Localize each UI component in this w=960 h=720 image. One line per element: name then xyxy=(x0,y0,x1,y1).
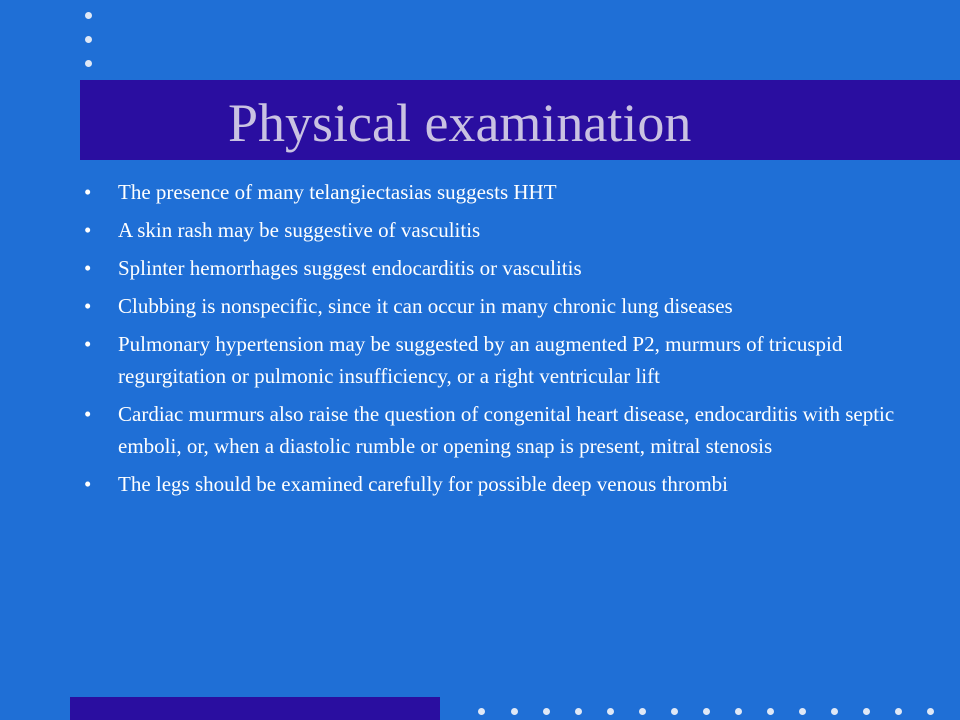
bullet-marker: • xyxy=(84,180,92,204)
decor-dot xyxy=(799,708,806,715)
bullet-item xyxy=(76,468,896,500)
decor-dot xyxy=(511,708,518,715)
bullet-marker: • xyxy=(84,218,92,242)
decor-dot xyxy=(735,708,742,715)
bottom-band xyxy=(70,697,440,720)
bullet-marker: • xyxy=(84,402,92,426)
decor-dot xyxy=(607,708,614,715)
decor-dot xyxy=(85,36,92,43)
decor-dot xyxy=(927,708,934,715)
decor-dot xyxy=(895,708,902,715)
bullet-marker: • xyxy=(84,294,92,318)
bullet-text: Pulmonary hypertension may be suggested by an augmented P2, murmurs of tricuspid regurgitation or pulmonic insufficiency, or a right ventricular lift xyxy=(118,332,843,388)
decor-dot xyxy=(85,12,92,19)
bullet-text: Cardiac murmurs also raise the question of congenital heart disease, endocarditis with septic emboli, or, when a diastolic rumble or opening snap is present, mitral stenosis xyxy=(118,402,895,458)
decor-dot xyxy=(703,708,710,715)
decor-dot xyxy=(671,708,678,715)
decor-dot xyxy=(767,708,774,715)
bullet-item xyxy=(76,328,896,392)
decor-dot xyxy=(575,708,582,715)
bullet-text: Clubbing is nonspecific, since it can occur in many chronic lung diseases xyxy=(118,294,733,318)
bullet-item xyxy=(76,214,896,246)
bullet-marker: • xyxy=(84,472,92,496)
bullet-text: The presence of many telangiectasias suggests HHT xyxy=(118,180,557,204)
decor-dot xyxy=(85,60,92,67)
decor-dot xyxy=(543,708,550,715)
bullet-list xyxy=(76,176,896,506)
decor-dot xyxy=(478,708,485,715)
decor-dot xyxy=(863,708,870,715)
decor-dot xyxy=(639,708,646,715)
bullet-item xyxy=(76,252,896,284)
bullet-text: The legs should be examined carefully for possible deep venous thrombi xyxy=(118,472,729,496)
decor-dot xyxy=(831,708,838,715)
bullet-item xyxy=(76,290,896,322)
bullet-marker: • xyxy=(84,332,92,356)
bullet-marker: • xyxy=(84,256,92,280)
bullet-text: Splinter hemorrhages suggest endocarditis or vasculitis xyxy=(118,256,582,280)
bullet-item xyxy=(76,398,896,462)
bullet-item xyxy=(76,176,896,208)
bullet-text: A skin rash may be suggestive of vasculitis xyxy=(118,218,481,242)
slide-title: Physical examination xyxy=(228,93,692,153)
